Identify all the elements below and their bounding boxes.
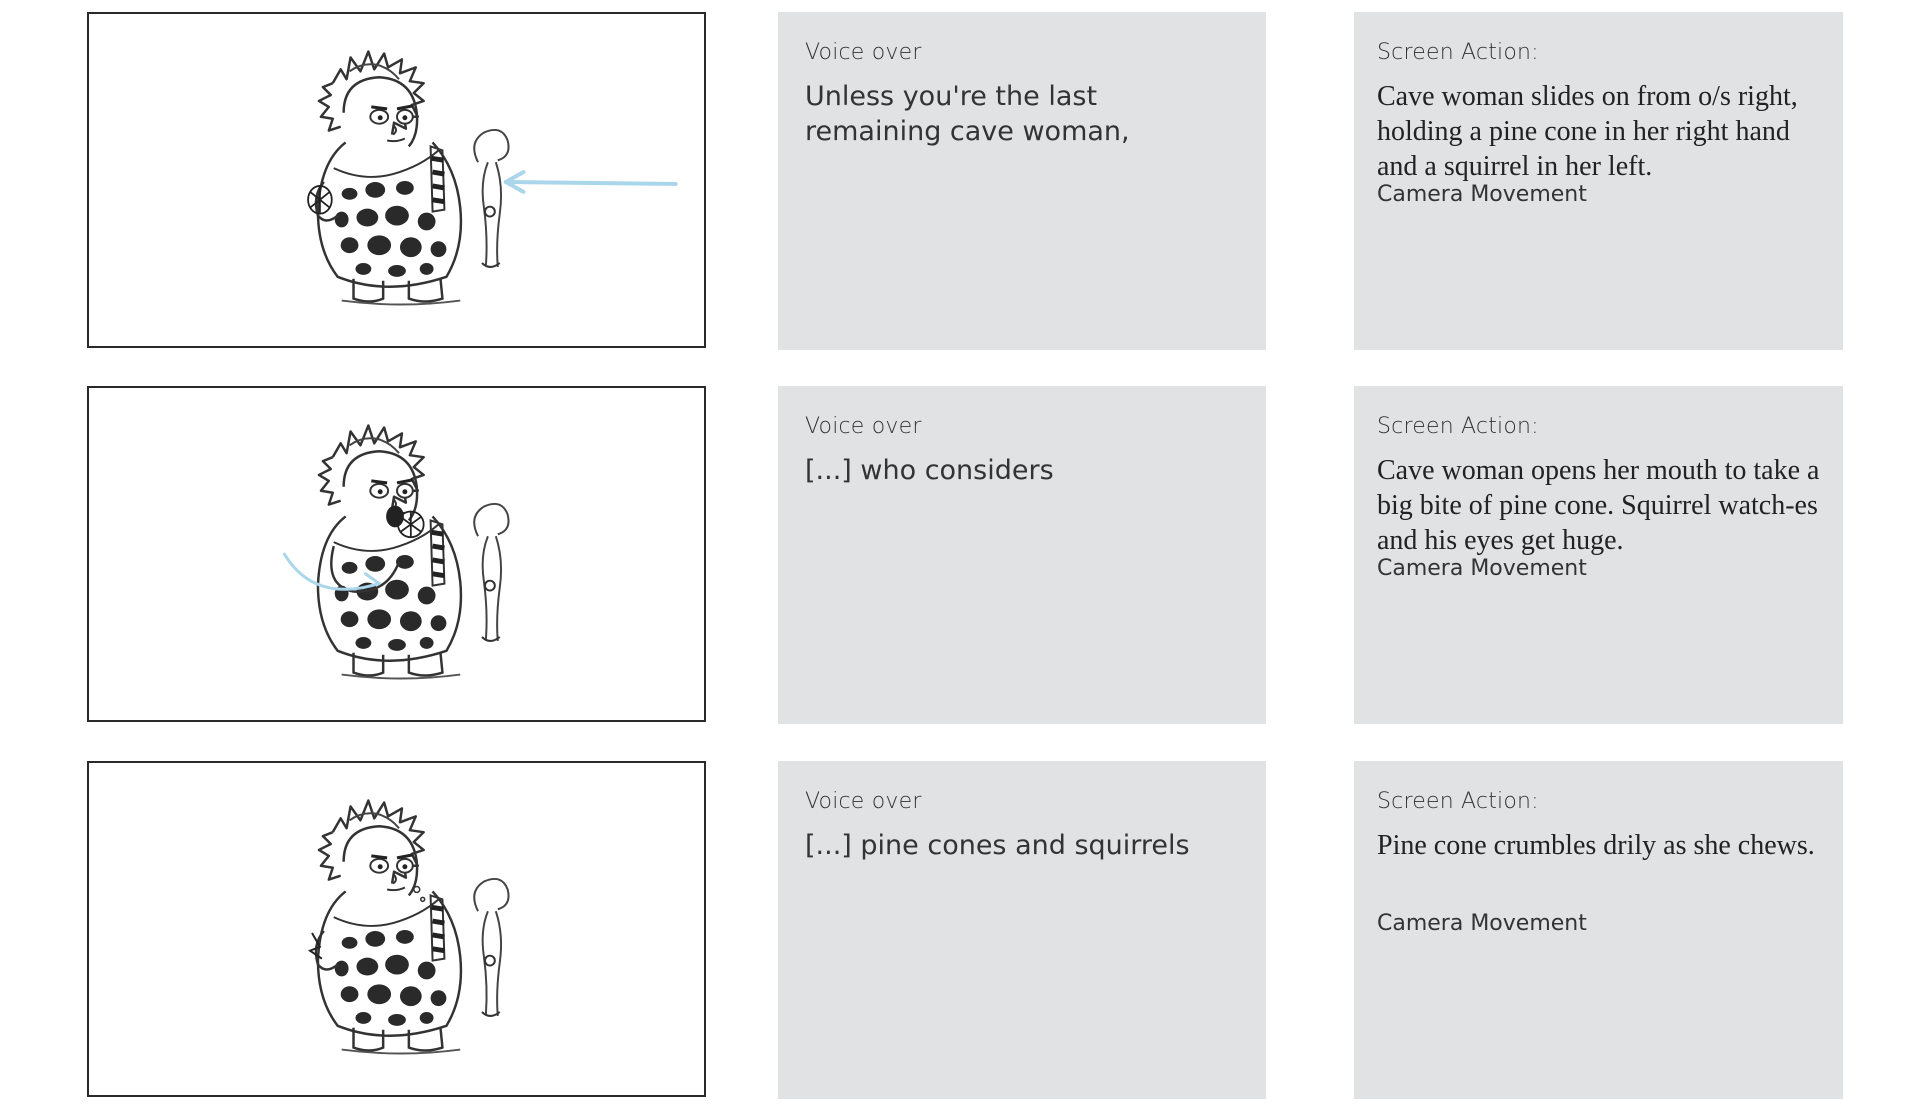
camera-movement-label: Camera Movement: [1377, 182, 1587, 207]
sketch-cave-woman-pine-cone-squirrel: [89, 14, 704, 346]
motion-arrow: [506, 172, 676, 192]
storyboard-frame-3: [87, 761, 706, 1097]
screen-action-card-2: [1354, 386, 1843, 724]
sketch-cave-woman-chewing: [89, 763, 704, 1095]
screen-action-text: Cave woman opens her mouth to take a big bite of pine cone. Squirrel watch-es and his eyes get huge.: [1377, 455, 1820, 556]
voice-over-label: Voice over: [805, 414, 922, 439]
voice-over-card-1: [778, 12, 1266, 350]
voice-over-card-3: [778, 761, 1266, 1099]
screen-action-card-3: [1354, 761, 1843, 1099]
camera-movement-label: Camera Movement: [1377, 911, 1587, 936]
voice-over-text: Unless you're the last remaining cave woman,: [805, 81, 1130, 147]
storyboard-frame-1: [87, 12, 706, 348]
voice-over-card-2: [778, 386, 1266, 724]
screen-action-label: Screen Action:: [1377, 40, 1539, 65]
screen-action-card-1: [1354, 12, 1843, 350]
voice-over-label: Voice over: [805, 789, 922, 814]
screen-action-label: Screen Action:: [1377, 789, 1539, 814]
voice-over-label: Voice over: [805, 40, 922, 65]
sketch-cave-woman-biting-pine-cone: [89, 388, 704, 720]
screen-action-text: Pine cone crumbles drily as she chews.: [1377, 830, 1815, 861]
screen-action-label: Screen Action:: [1377, 414, 1539, 439]
storyboard-frame-2: [87, 386, 706, 722]
screen-action-text: Cave woman slides on from o/s right, holding a pine cone in her right hand and a squirrel in her left.: [1377, 81, 1798, 182]
voice-over-text: [...] pine cones and squirrels: [805, 830, 1190, 861]
camera-movement-label: Camera Movement: [1377, 556, 1587, 581]
voice-over-text: [...] who considers: [805, 455, 1054, 486]
